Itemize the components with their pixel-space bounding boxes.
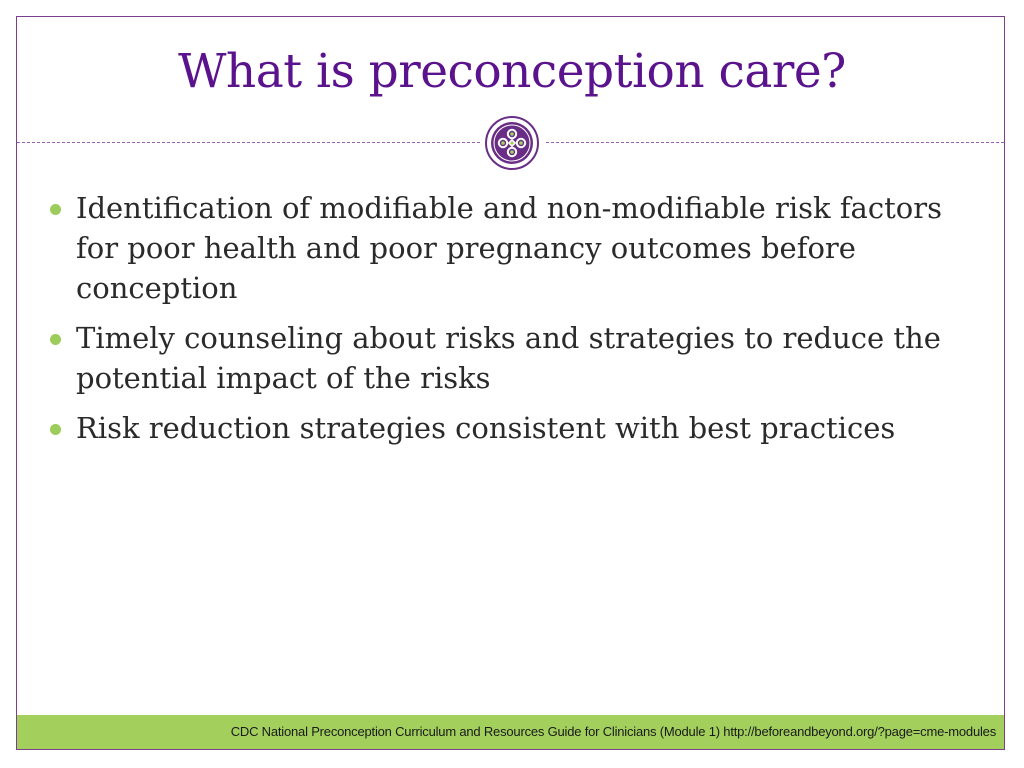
list-item	[50, 318, 980, 398]
footer-bar	[17, 715, 1004, 749]
bullet-list	[50, 188, 980, 458]
footer-citation: CDC National Preconception Curriculum and Resources Guide for Clinicians (Module 1) http://beforeandbeyond.org/?page=cme-modules	[230, 724, 996, 739]
title-divider-left	[17, 142, 480, 143]
slide-title: What is preconception care?	[178, 44, 846, 99]
bullet-icon	[50, 204, 61, 215]
list-item	[50, 188, 980, 308]
bullet-icon	[50, 424, 61, 435]
title-divider-right	[546, 142, 1004, 143]
list-item	[50, 408, 980, 448]
quatrefoil-emblem-icon	[484, 115, 540, 171]
bullet-text: Identification of modifiable and non-modifiable risk factors for poor health and poor pregnancy outcomes before conception	[76, 191, 942, 305]
bullet-text: Timely counseling about risks and strategies to reduce the potential impact of the risks	[76, 321, 941, 395]
bullet-icon	[50, 334, 61, 345]
bullet-text: Risk reduction strategies consistent with best practices	[76, 411, 896, 445]
